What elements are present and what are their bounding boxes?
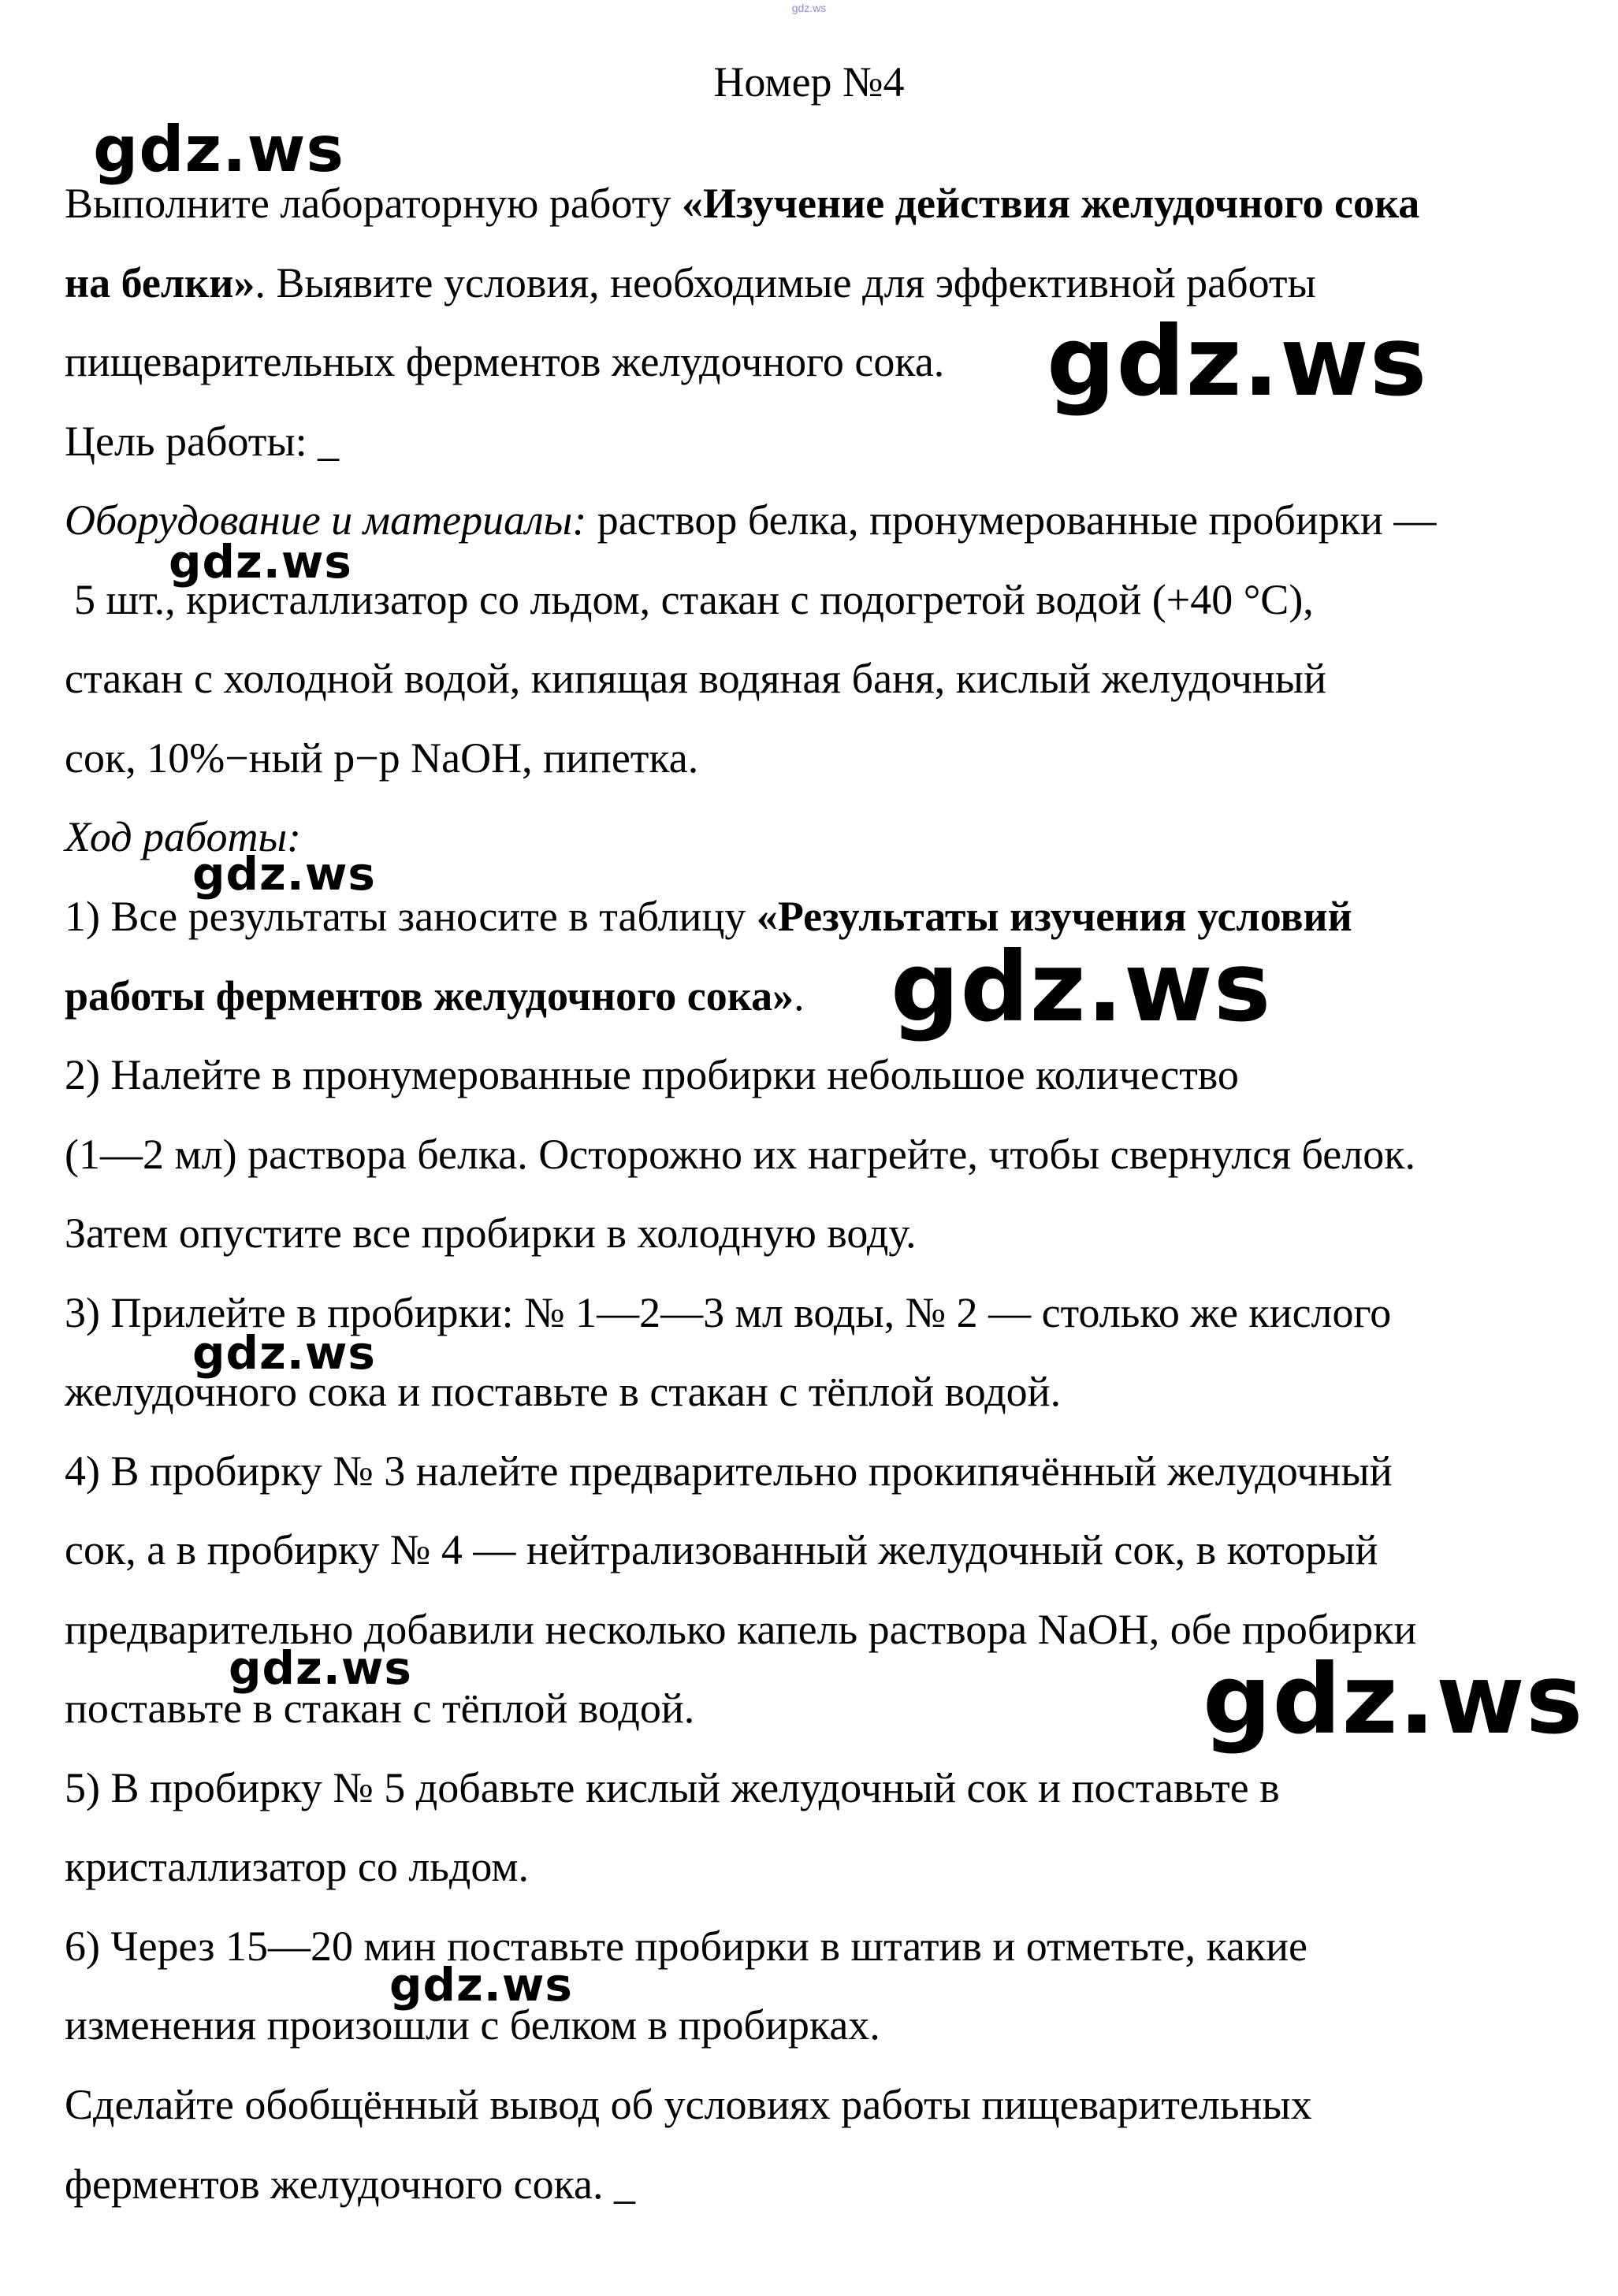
equipment-line-3: стакан с холодной водой, кипящая водяная баня, кислый желудочный: [65, 655, 1326, 702]
step-4-line-2: сок, а в пробирку № 4 — нейтрализованный желудочный сок, в который: [65, 1526, 1378, 1573]
equipment-line-2: 5 шт., кристаллизатор со льдом, стакан с подогретой водой (+40 °C),: [74, 576, 1314, 623]
equipment-line-1: Оборудование и материалы: раствор белка, пронумерованные пробирки —: [65, 496, 1437, 544]
task-line-3: пищеварительных ферментов желудочного сока.: [65, 338, 945, 385]
step-3-line-2: желудочного сока и поставьте в стакан с тёплой водой.: [65, 1368, 1062, 1415]
step-2-line-2: (1—2 мл) раствора белка. Осторожно их нагрейте, чтобы свернулся белок.: [65, 1131, 1415, 1178]
step-5-line-1: 5) В пробирку № 5 добавьте кислый желудочный сок и поставьте в: [65, 1764, 1280, 1811]
step-3-line-1: 3) Прилейте в пробирки: № 1—2—3 мл воды, № 2 — столько же кислого: [65, 1289, 1392, 1336]
step-4-line-3: предварительно добавили несколько капель раствора NaOH, обе пробирки: [65, 1606, 1417, 1653]
top-watermark: gdz.ws: [791, 2, 827, 14]
lab-title-part-2: на белки»: [65, 259, 255, 307]
watermark: gdz.ws: [1047, 306, 1428, 418]
step-4-line-4: поставьте в стакан с тёплой водой.: [65, 1685, 695, 1732]
step-1-line-2: работы ферментов желудочного сока».: [65, 972, 805, 1020]
watermark: gdz.ws: [192, 847, 376, 901]
watermark: gdz.ws: [1203, 1644, 1584, 1755]
watermark: gdz.ws: [169, 535, 352, 589]
task-line-2: на белки». Выявите условия, необходимые для эффективной работы: [65, 259, 1316, 307]
step-2-line-3: Затем опустите все пробирки в холодную воду.: [65, 1209, 917, 1257]
equipment-line-4: сок, 10%−ный р−р NaOH, пипетка.: [65, 734, 699, 782]
step-2-line-1: 2) Налейте в пронумерованные пробирки небольшое количество: [65, 1051, 1239, 1098]
watermark: gdz.ws: [192, 1326, 376, 1380]
conclusion-line-1: Сделайте обобщённый вывод об условиях работы пищеварительных: [65, 2081, 1312, 2128]
step-6-line-2: изменения произошли с белком в пробирках.: [65, 2001, 880, 2049]
watermark: gdz.ws: [93, 113, 345, 186]
goal-line: Цель работы: _: [65, 418, 340, 465]
step-4-line-1: 4) В пробирку № 3 налейте предварительно прокипячённый желудочный: [65, 1447, 1393, 1495]
step-5-line-2: кристаллизатор со льдом.: [65, 1843, 530, 1890]
task-line-1: Выполните лабораторную работу «Изучение действия желудочного сока: [65, 180, 1420, 227]
watermark: gdz.ws: [229, 1641, 412, 1695]
procedure-label: Ход работы:: [65, 813, 302, 860]
results-table-title-part-2: работы ферментов желудочного сока»: [65, 972, 794, 1020]
watermark: gdz.ws: [891, 931, 1272, 1043]
equipment-label: Оборудование и материалы:: [65, 496, 587, 544]
lab-title-part-1: «Изучение действия желудочного сока: [682, 180, 1420, 227]
step-6-line-1: 6) Через 15—20 мин поставьте пробирки в штатив и отметьте, какие: [65, 1923, 1307, 1970]
watermark: gdz.ws: [389, 1958, 573, 2012]
page-title: Номер №4: [713, 58, 905, 106]
results-table-title-part-1: «Результаты изучения условий: [756, 893, 1352, 940]
step-1-line-1: 1) Все результаты заносите в таблицу «Результаты изучения условий: [65, 893, 1352, 940]
conclusion-line-2: ферментов желудочного сока. _: [65, 2160, 635, 2208]
